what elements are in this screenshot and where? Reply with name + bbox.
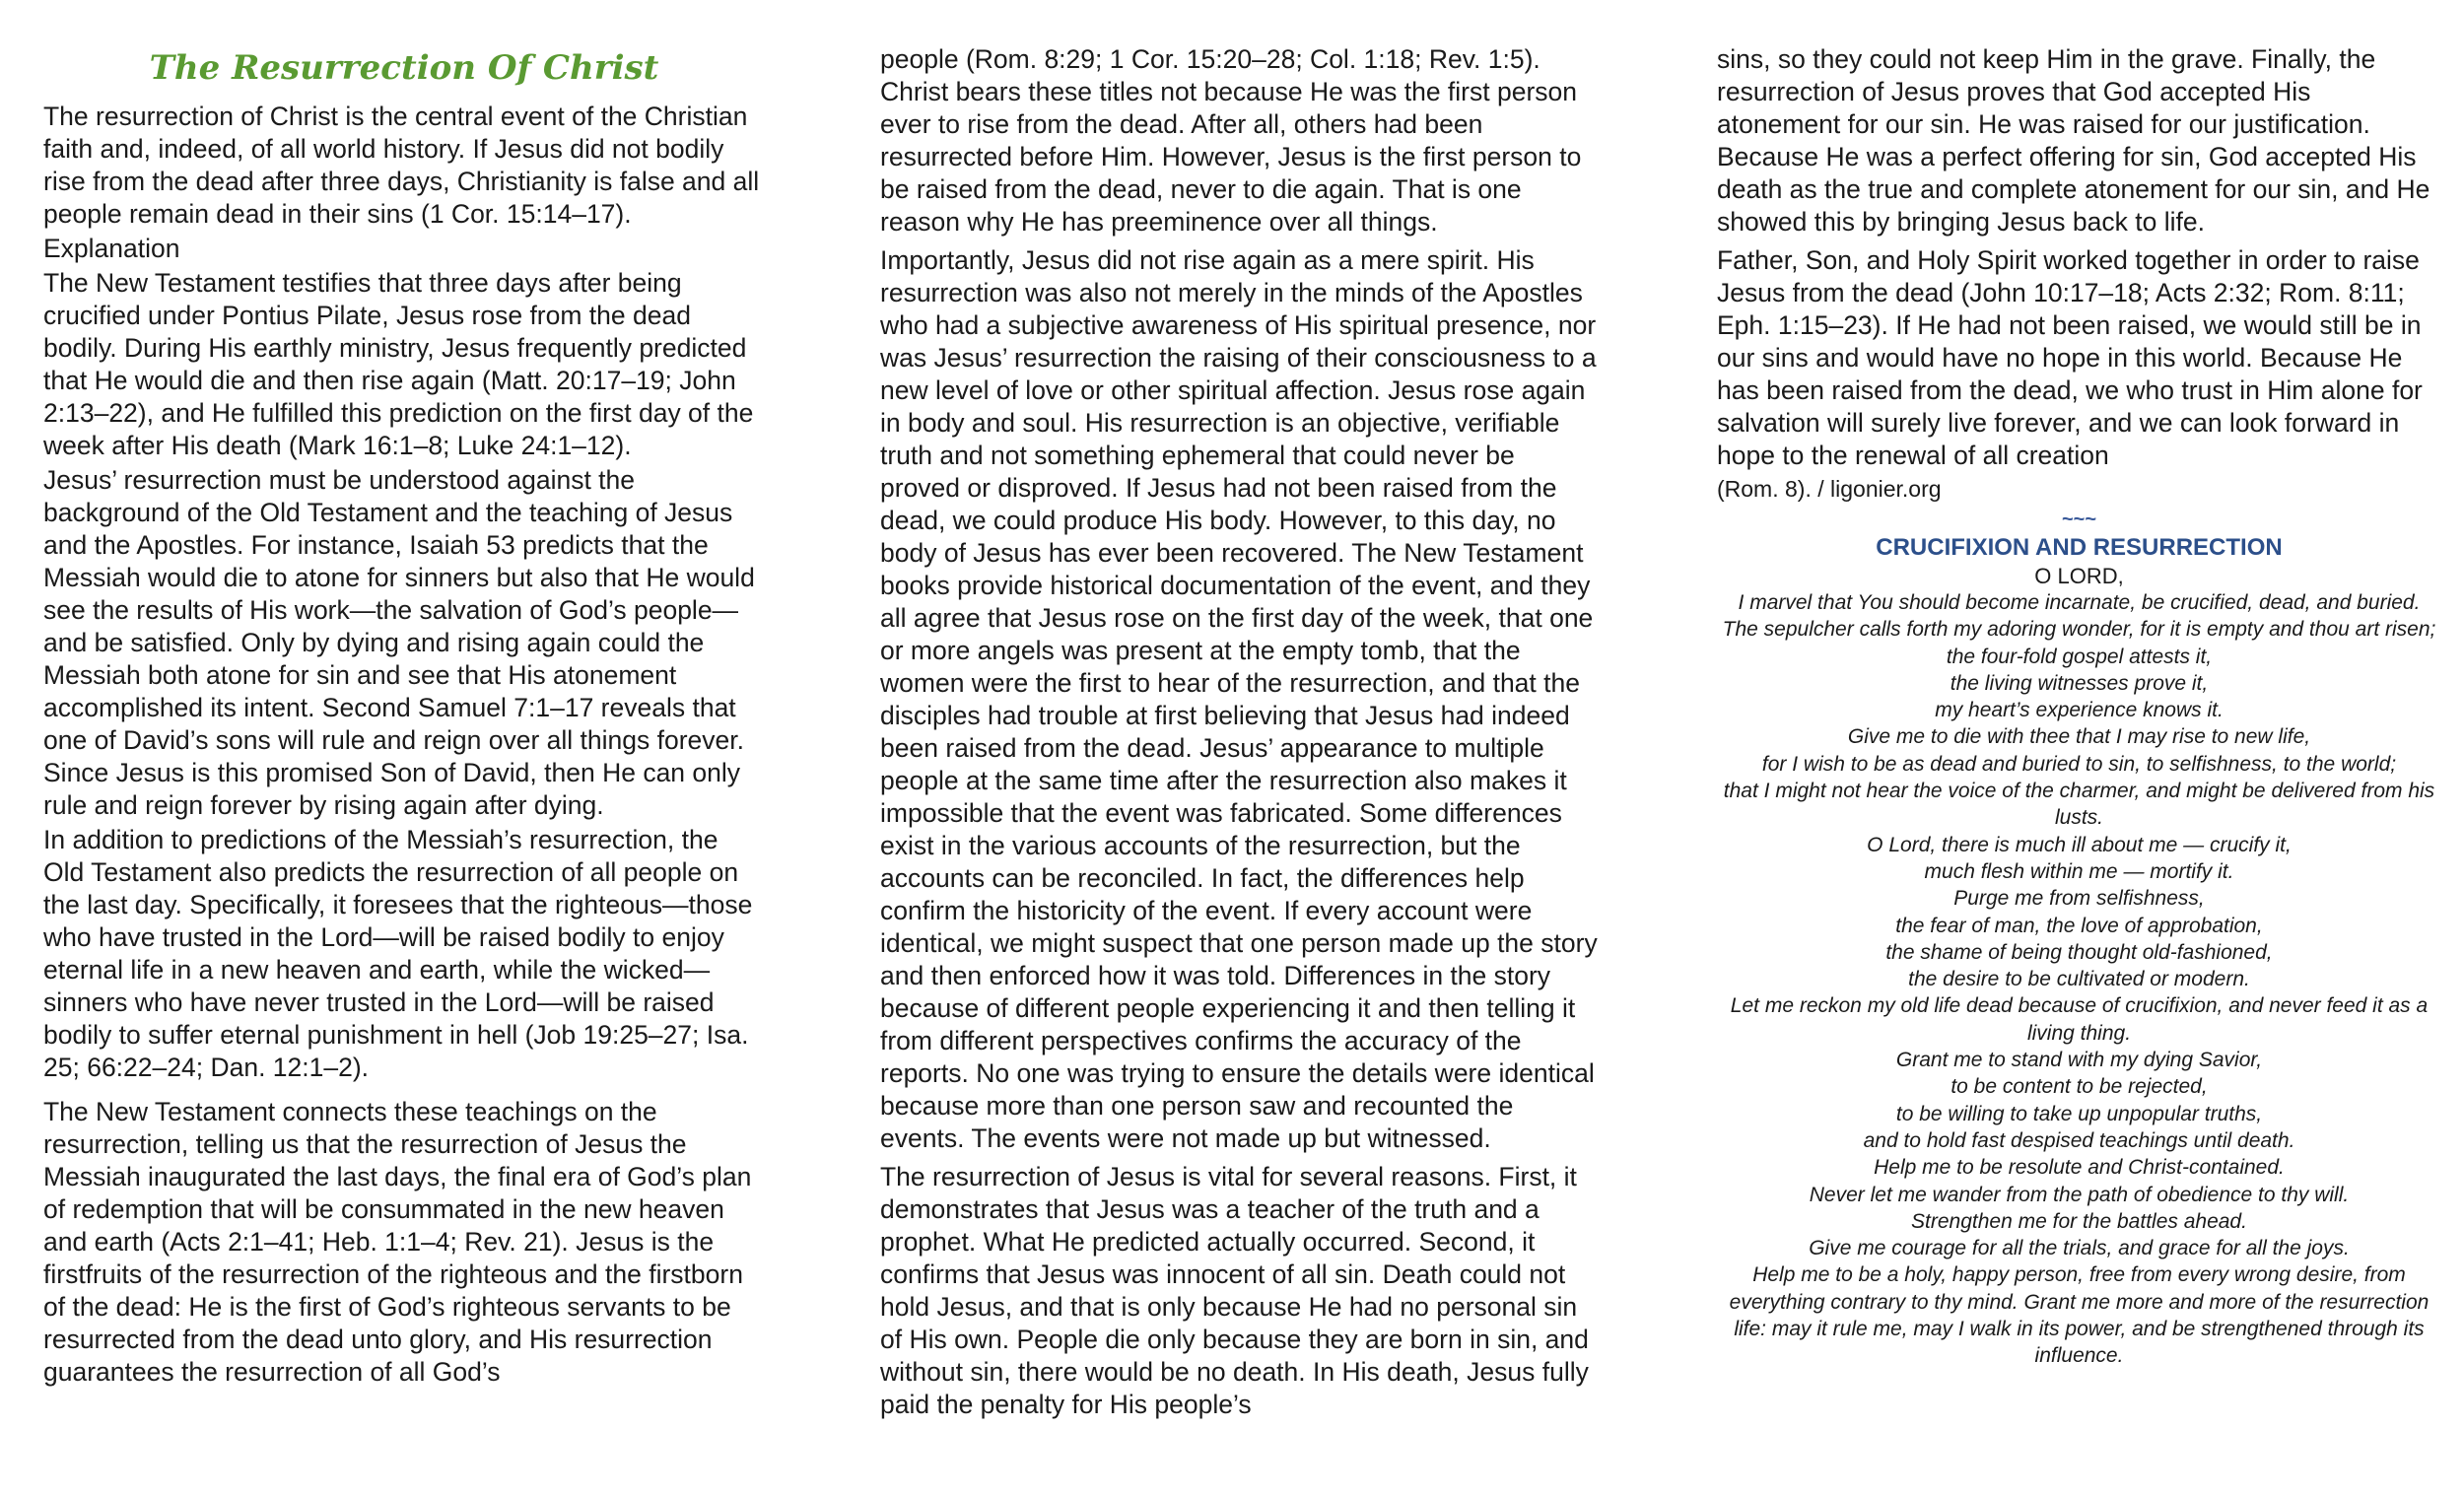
prayer-line: The sepulcher calls forth my adoring wonder, for it is empty and thou art risen; <box>1722 618 2436 642</box>
body-paragraph: Importantly, Jesus did not rise again as a mere spirit. His resurrection was also not merely in the minds of the Apostles who had a subjective awareness of His spiritual presence, nor was Jesus’ resurrection the raising of their consciousness to a new level of love or other spiritual affection. Jesus rose again in body and soul. His resurrection is an objective, verifiable truth and not something ephemeral that could never be proved or disproved. If Jesus had not been raised from the dead, we could produce His body. However, to this day, no body of Jesus has ever been recovered. The New Testament books provide historical documentation of the event, and they all agree that Jesus rose on the first day of the week, that one or more angels was present at the empty tomb, that the women were the first to hear of the resurrection, and that the disciples had trouble at first believing that Jesus had indeed been raised from the dead. Jesus’ appearance to multiple people at the same time after the resurrection also makes it impossible that the event was fabricated. Some differences exist in the various accounts of the resurrection, but the accounts can be reconciled. In fact, the differences help confirm the historicity of the event. If every account were identical, we might suspect that one person made up the story and then enforced how it was told. Differences in the story because of different people experiencing it and then telling it from different perspectives confirms the accuracy of the reports. No one was trying to ensure the details were identical because more than one person saw and recounted the events. The events were not made up but witnessed. <box>880 245 1598 1153</box>
body-paragraph: Jesus’ resurrection must be understood against the background of the Old Testament and the teaching of Jesus and the Apostles. For instance, Isaiah 53 predicts that the Messiah would die to atone for sinners but also that He would see the results of His work—the salvation of God’s people—and be satisfied. Only by dying and rising again could the Messiah both atone for sin and see that His atonement accomplished its intent. Second Samuel 7:1–17 reveals that one of David’s sons will rule and reign over all things forever. Since Jesus is this promised Son of David, then He can only rule and reign forever by rising again after dying. <box>43 465 755 820</box>
body-paragraph: The New Testament connects these teachings on the resurrection, telling us that the resurrection of Jesus the Messiah inaugurated the last days, the final era of God’s plan of redemption that will be consummated in the new heaven and earth (Acts 2:1–41; Heb. 1:1–4; Rev. 21). Jesus is the firstfruits of the resurrection of the righteous and the firstborn of the dead: He is the first of God’s righteous servants to be resurrected from the dead unto glory, and His resurrection guarantees the resurrection of all God’s <box>43 1097 752 1387</box>
prayer-body <box>1717 589 2441 1370</box>
body-paragraph: In addition to predictions of the Messiah’s resurrection, the Old Testament also predicts the resurrection of all people on the last day. Specifically, it foresees that the righteous—those who have trusted in the Lord—will be raised bodily to enjoy eternal life in a new heaven and earth, while the wicked—sinners who have never trusted in the Lord—will be raised bodily to suffer eternal punishment in hell (Job 19:25–27; Isa. 25; 66:22–24; Dan. 12:1–2). <box>43 825 753 1082</box>
prayer-line: and to hold fast despised teachings until death. <box>1863 1128 2295 1152</box>
prayer-line: Let me reckon my old life dead because of crucifixion, and never feed it as a living thing. <box>1730 994 2429 1045</box>
prayer-line: Help me to be resolute and Christ-contained. <box>1874 1156 2285 1180</box>
prayer-line: for I wish to be as dead and buried to sin, to selfishness, to the world; <box>1761 752 2397 776</box>
body-paragraph: Father, Son, and Holy Spirit worked together in order to raise Jesus from the dead (John 10:17–18; Acts 2:32; Rom. 8:11; Eph. 1:15–23). If He had not been raised, we would still be in our sins and would have no hope in this world. Because He has been raised from the dead, we who trust in Him alone for salvation will surely live forever, and we can look forward in hope to the renewal of all creation <box>1717 245 2423 470</box>
prayer-line: Strengthen me for the battles ahead. <box>1911 1209 2247 1233</box>
prayer-line: O Lord, there is much ill about me — crucify it, <box>1867 833 2292 856</box>
prayer-line: Give me courage for all the trials, and grace for all the joys. <box>1809 1237 2350 1260</box>
prayer-line: to be willing to take up unpopular truths, <box>1895 1102 2263 1125</box>
column-2 <box>880 43 1602 1427</box>
prayer-line: the four-fold gospel attests it, <box>1946 645 2213 668</box>
prayer-line: I marvel that You should become incarnate, be crucified, dead, and buried. <box>1738 591 2421 614</box>
prayer-line: Never let me wander from the path of obedience to thy will. <box>1809 1183 2350 1206</box>
prayer-line: the desire to be cultivated or modern. <box>1908 968 2250 991</box>
body-paragraph: The New Testament testifies that three days after being crucified under Pontius Pilate, Jesus rose from the dead bodily. During His earthly ministry, Jesus frequently predicted that He would die and then rise again (Matt. 20:17–19; John 2:13–22), and He fulfilled this prediction on the first day of the week after His death (Mark 16:1–8; Luke 24:1–12). <box>43 268 754 460</box>
intro-paragraph: The resurrection of Christ is the central event of the Christian faith and, indeed, of all world history. If Jesus did not bodily rise from the dead after three days, Christianity is false and all people remain dead in their sins (1 Cor. 15:14–17). <box>43 102 760 229</box>
prayer-line: Purge me from selfishness, <box>1953 887 2205 911</box>
prayer-line: that I might not hear the voice of the charmer, and might be delivered from his lusts. <box>1723 780 2435 830</box>
body-paragraph: people (Rom. 8:29; 1 Cor. 15:20–28; Col. 1:18; Rev. 1:5). Christ bears these titles not because He was the first person ever to rise from the dead. After all, others had been resurrected before Him. However, Jesus is the first person to be raised from the dead, never to die again. That is one reason why He has preeminence over all things. <box>880 44 1582 237</box>
body-paragraph: sins, so they could not keep Him in the grave. Finally, the resurrection of Jesus proves that God accepted His atonement for our sin. He was raised for our justification. Because He was a perfect offering for sin, God accepted His death as the true and complete atonement for our sin, and He showed this by bringing Jesus back to life. <box>1717 44 2430 237</box>
article-title: The Resurrection Of Christ <box>149 48 659 88</box>
body-paragraph: The resurrection of Jesus is vital for several reasons. First, it demonstrates that Jesus was a teacher of the truth and a prophet. What He predicted actually occurred. Second, it confirms that Jesus was innocent of all sin. Death could not hold Jesus, and that is only because He had no personal sin of His own. People die only because they are born in sin, and without sin, there would be no death. In His death, Jesus fully paid the penalty for His people’s <box>880 1162 1589 1419</box>
prayer-line: Grant me to stand with my dying Savior, <box>1895 1049 2263 1072</box>
prayer-heading: CRUCIFIXION AND RESURRECTION <box>1876 534 2283 561</box>
explanation-label: Explanation <box>43 234 180 263</box>
source-line: (Rom. 8). / ligonier.org <box>1717 476 1942 502</box>
prayer-line: Give me to die with thee that I may rise to new life, <box>1847 725 2311 749</box>
prayer-line: my heart’s experience knows it. <box>1935 699 2224 722</box>
column-1 <box>43 47 765 1394</box>
prayer-line: the shame of being thought old-fashioned, <box>1885 940 2273 964</box>
prayer-line: to be content to be rejected, <box>1951 1075 2208 1099</box>
prayer-address: O LORD, <box>2034 564 2124 588</box>
prayer-line: much flesh within me — mortify it. <box>1924 859 2234 883</box>
column-3 <box>1717 43 2441 1370</box>
separator: ~~~ <box>2061 509 2097 530</box>
prayer-line: Help me to be a holy, happy person, free from every wrong desire, from everything contrary to thy mind. Grant me more and more of the resurrection life: may it rule me, may I walk in its power, and be strengthened through its influence. <box>1729 1263 2430 1368</box>
prayer-line: the living witnesses prove it, <box>1950 671 2209 695</box>
prayer-line: the fear of man, the love of approbation, <box>1895 914 2263 937</box>
